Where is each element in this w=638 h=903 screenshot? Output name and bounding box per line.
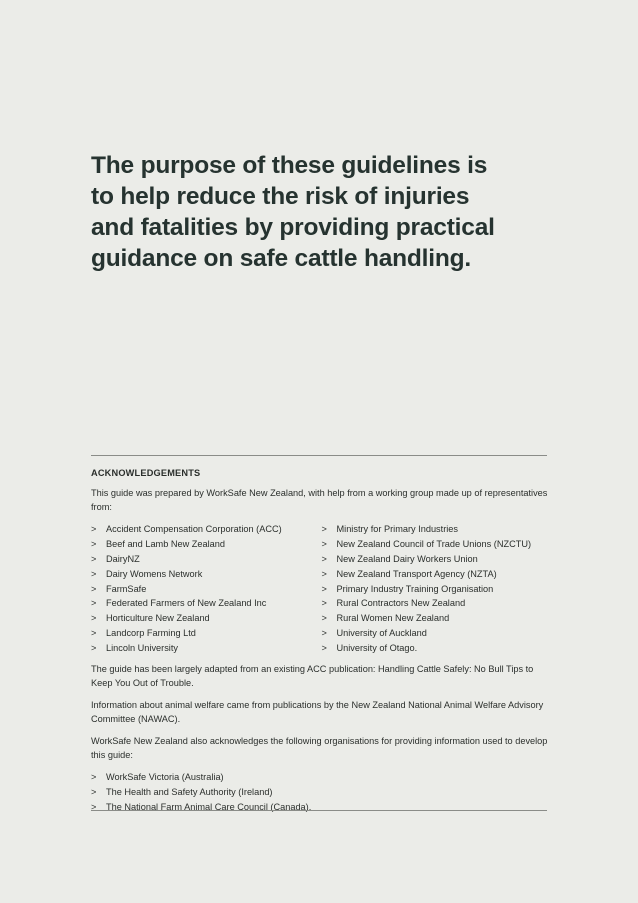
working-group-right-column bbox=[322, 522, 552, 656]
list-item: > The National Farm Animal Care Council (Canada). bbox=[91, 800, 551, 815]
list-item: > The Health and Safety Authority (Ireland) bbox=[91, 785, 551, 800]
list-item: > New Zealand Council of Trade Unions (NZCTU) bbox=[322, 537, 552, 552]
list-item: > Rural Contractors New Zealand bbox=[322, 596, 552, 611]
acknowledgements-heading: ACKNOWLEDGEMENTS bbox=[91, 468, 201, 478]
acknowledgements-section bbox=[91, 466, 551, 815]
list-item: > Accident Compensation Corporation (ACC) bbox=[91, 522, 322, 537]
list-item: > University of Auckland bbox=[322, 626, 552, 641]
list-item: > University of Otago. bbox=[322, 641, 552, 656]
list-item: > Rural Women New Zealand bbox=[322, 611, 552, 626]
list-item: > Landcorp Farming Ltd bbox=[91, 626, 322, 641]
intro-paragraph: This guide was prepared by WorkSafe New Zealand, with help from a working group made up of representatives from: bbox=[91, 488, 548, 512]
working-group-left-column bbox=[91, 522, 322, 656]
list-item: > Lincoln University bbox=[91, 641, 322, 656]
other-organisations-list bbox=[91, 770, 551, 815]
headline-line: to help reduce the risk of injuries bbox=[91, 183, 470, 210]
list-item: > FarmSafe bbox=[91, 582, 322, 597]
list-item: > WorkSafe Victoria (Australia) bbox=[91, 770, 551, 785]
headline-line: and fatalities by providing practical bbox=[91, 214, 495, 241]
bottom-divider bbox=[91, 810, 547, 811]
list-item: > Dairy Womens Network bbox=[91, 567, 322, 582]
list-item: > DairyNZ bbox=[91, 552, 322, 567]
page-headline bbox=[91, 150, 561, 274]
top-divider bbox=[91, 455, 547, 456]
list-item: > Beef and Lamb New Zealand bbox=[91, 537, 322, 552]
adapted-paragraph: The guide has been largely adapted from an existing ACC publication: Handling Cattle Safely: No Bull Tips to Keep You Out of Trouble. bbox=[91, 664, 534, 689]
headline-line: The purpose of these guidelines is bbox=[91, 152, 488, 179]
list-item: > New Zealand Transport Agency (NZTA) bbox=[322, 567, 552, 582]
headline-line: guidance on safe cattle handling. bbox=[91, 245, 472, 272]
also-acknowledges-paragraph: WorkSafe New Zealand also acknowledges the following organisations for providing information used to develop this guide: bbox=[91, 736, 548, 761]
list-item: > Horticulture New Zealand bbox=[91, 611, 322, 626]
list-item: > Federated Farmers of New Zealand Inc bbox=[91, 596, 322, 611]
list-item: > Primary Industry Training Organisation bbox=[322, 582, 552, 597]
animal-welfare-paragraph: Information about animal welfare came from publications by the New Zealand National Animal Welfare Advisory Committee (NAWAC). bbox=[91, 700, 544, 725]
list-item: > Ministry for Primary Industries bbox=[322, 522, 552, 537]
list-item: > New Zealand Dairy Workers Union bbox=[322, 552, 552, 567]
working-group-list bbox=[91, 522, 551, 656]
